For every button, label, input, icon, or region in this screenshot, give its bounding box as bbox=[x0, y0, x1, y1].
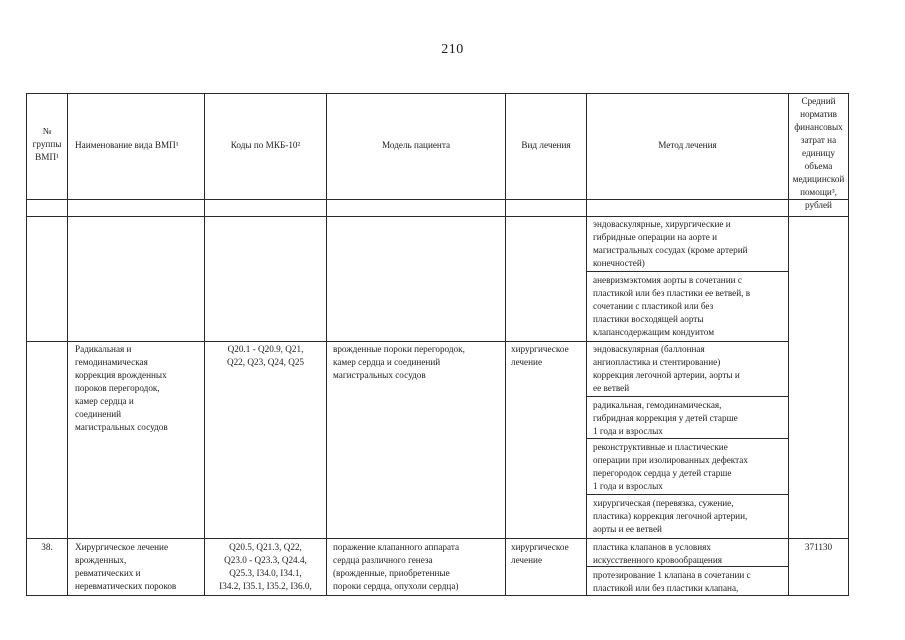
method-cell: радикальная, гемодинамическая, гибридная коррекция у детей старше 1 года и взрослых bbox=[593, 400, 738, 436]
header-group-number: № группы ВМП¹ bbox=[32, 126, 62, 162]
patient-model-cell: врожденные пороки перегородок, камер сердца и соединений магистральных сосудов bbox=[333, 344, 465, 380]
page-number: 210 bbox=[441, 42, 464, 57]
icd-codes-cell: Q20.1 - Q20.9, Q21, Q22, Q23, Q24, Q25 bbox=[226, 344, 305, 367]
column-line bbox=[26, 93, 27, 596]
column-line bbox=[848, 93, 849, 596]
patient-model-cell: поражение клапанного аппарата сердца различного генеза (врожденные, приобретенные пороки сердца, опухоли сердца) bbox=[333, 542, 460, 591]
treatment-type-cell: хирургическое лечение bbox=[511, 344, 569, 367]
numbering-row-bottom-line bbox=[26, 216, 848, 217]
method-cell: аневризмэктомия аорты в сочетании с пластикой или без пластики ее ветвей, в сочетании с пластикой или без пластики восходящей аорты клапансодержащим кондуитом bbox=[593, 275, 751, 337]
group-number-cell: 38. bbox=[41, 542, 53, 552]
method-divider bbox=[586, 396, 788, 397]
row-divider bbox=[26, 538, 848, 539]
method-cell: пластика клапанов в условиях искусственного кровообращения bbox=[593, 542, 722, 565]
icd-codes-cell: Q20.5, Q21.3, Q22, Q23.0 - Q23.3, Q24.4, Q25.3, I34.0, I34.1, I34.2, I35.1, I35.2, I36.0, bbox=[219, 542, 312, 591]
column-line bbox=[505, 93, 506, 596]
vmp-name-cell: Радикальная и гемодинамическая коррекция врожденных пороков перегородок, камер сердца и соединений магистральных сосудов bbox=[75, 344, 168, 432]
header-average-cost: Средний норматив финансовых затрат на единицу объема медицинской помощи³, рублей bbox=[792, 96, 845, 210]
average-cost-cell: 371130 bbox=[804, 542, 833, 552]
treatment-type-cell: хирургическое лечение bbox=[511, 542, 569, 565]
column-line bbox=[326, 93, 327, 596]
method-cell: хирургическая (перевязка, сужение, пластика) коррекция легочной артерии, аорты и ее ветвей bbox=[593, 498, 748, 534]
method-cell: реконструктивные и пластические операции при изолированных дефектах перегородок сердца у детей старше 1 года и взрослых bbox=[593, 442, 748, 491]
method-cell: эндоваскулярные, хирургические и гибридные операции на аорте и магистральных сосудах (кроме артерий конечностей) bbox=[593, 219, 748, 268]
column-line bbox=[67, 93, 68, 596]
row-divider bbox=[26, 341, 788, 342]
method-cell: протезирование 1 клапана в сочетании с пластикой или без пластики клапана, bbox=[593, 570, 751, 593]
method-cell: эндоваскулярная (баллонная ангиопластика и стентирование) коррекция легочной артерии, аорты и ее ветвей bbox=[593, 344, 740, 393]
header-treatment-method: Метод лечения bbox=[658, 140, 717, 150]
table-border-top bbox=[26, 93, 848, 94]
vmp-name-cell: Хирургическое лечение врожденных, ревматических и неревматических пороков bbox=[75, 542, 177, 591]
method-divider bbox=[586, 438, 788, 439]
method-divider bbox=[586, 494, 788, 495]
table-border-bottom bbox=[26, 595, 848, 596]
header-icd-codes: Коды по МКБ-10² bbox=[230, 140, 301, 150]
method-divider bbox=[586, 271, 788, 272]
header-vmp-name: Наименование вида ВМП¹ bbox=[75, 140, 179, 150]
header-treatment-type: Вид лечения bbox=[521, 140, 571, 150]
header-patient-model: Модель пациента bbox=[381, 140, 451, 150]
header-bottom-line bbox=[26, 199, 848, 200]
column-line bbox=[586, 93, 587, 596]
